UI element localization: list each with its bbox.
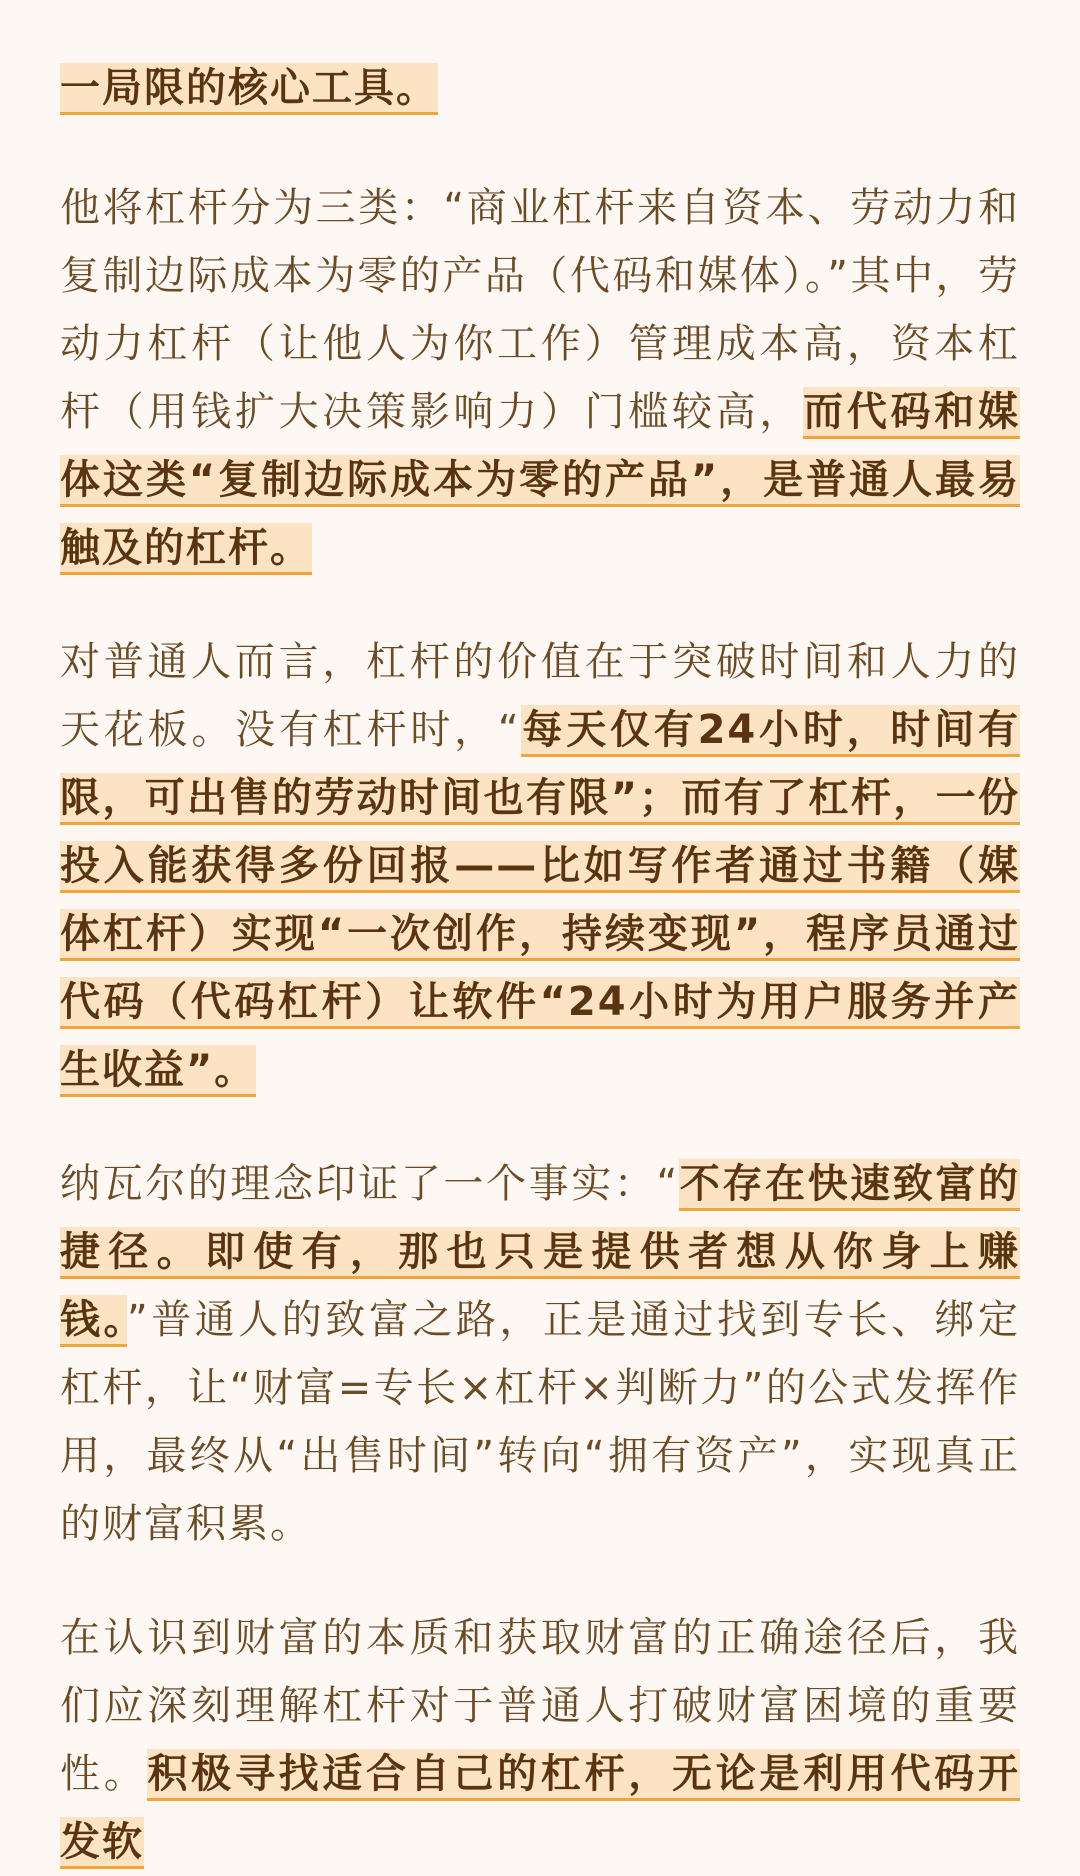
highlighted-text: 不存在快速致富的捷径。即使有，那也只是提供者想从你身上赚钱。	[60, 1159, 1020, 1347]
highlighted-text: 一局限的核心工具。	[60, 63, 438, 115]
paragraph-4	[60, 1150, 1020, 1558]
body-text: 纳瓦尔的理念印证了一个事实：“	[60, 1161, 680, 1207]
body-text: 在认识到财富的本质和获取财富的正确途径后，我们应深刻理解杠杆对于普通人打破财富困境的重要性。	[60, 1615, 1020, 1797]
highlighted-text: 积极寻找适合自己的杠杆，无论是利用代码开发软	[60, 1749, 1020, 1869]
body-text: 他将杠杆分为三类：“商业杠杆来自资本、劳动力和复制边际成本为零的产品（代码和媒体）。”其中，劳动力杠杆（让他人为你工作）管理成本高，资本杠杆（用钱扩大决策影响力）门槛较高，	[60, 185, 1020, 435]
body-text: ”普通人的致富之路，正是通过找到专长、绑定杠杆，让“财富=专长×杠杆×判断力”的公式发挥作用，最终从“出售时间”转向“拥有资产”，实现真正的财富积累。	[60, 1297, 1020, 1547]
paragraph-1	[60, 54, 1020, 122]
paragraph-3	[60, 628, 1020, 1104]
paragraph-5	[60, 1604, 1020, 1876]
paragraph-2	[60, 174, 1020, 582]
highlighted-text: 而代码和媒体这类“复制边际成本为零的产品”，是普通人最易触及的杠杆。	[60, 387, 1020, 575]
highlighted-text: 每天仅有24小时，时间有限，可出售的劳动时间也有限”；而有了杠杆，一份投入能获得多份回报——比如写作者通过书籍（媒体杠杆）实现“一次创作，持续变现”，程序员通过代码（代码杠杆）让软件“24小时为用户服务并产生收益”。	[60, 705, 1020, 1097]
body-text: 对普通人而言，杠杆的价值在于突破时间和人力的天花板。没有杠杆时，“	[60, 639, 1020, 753]
